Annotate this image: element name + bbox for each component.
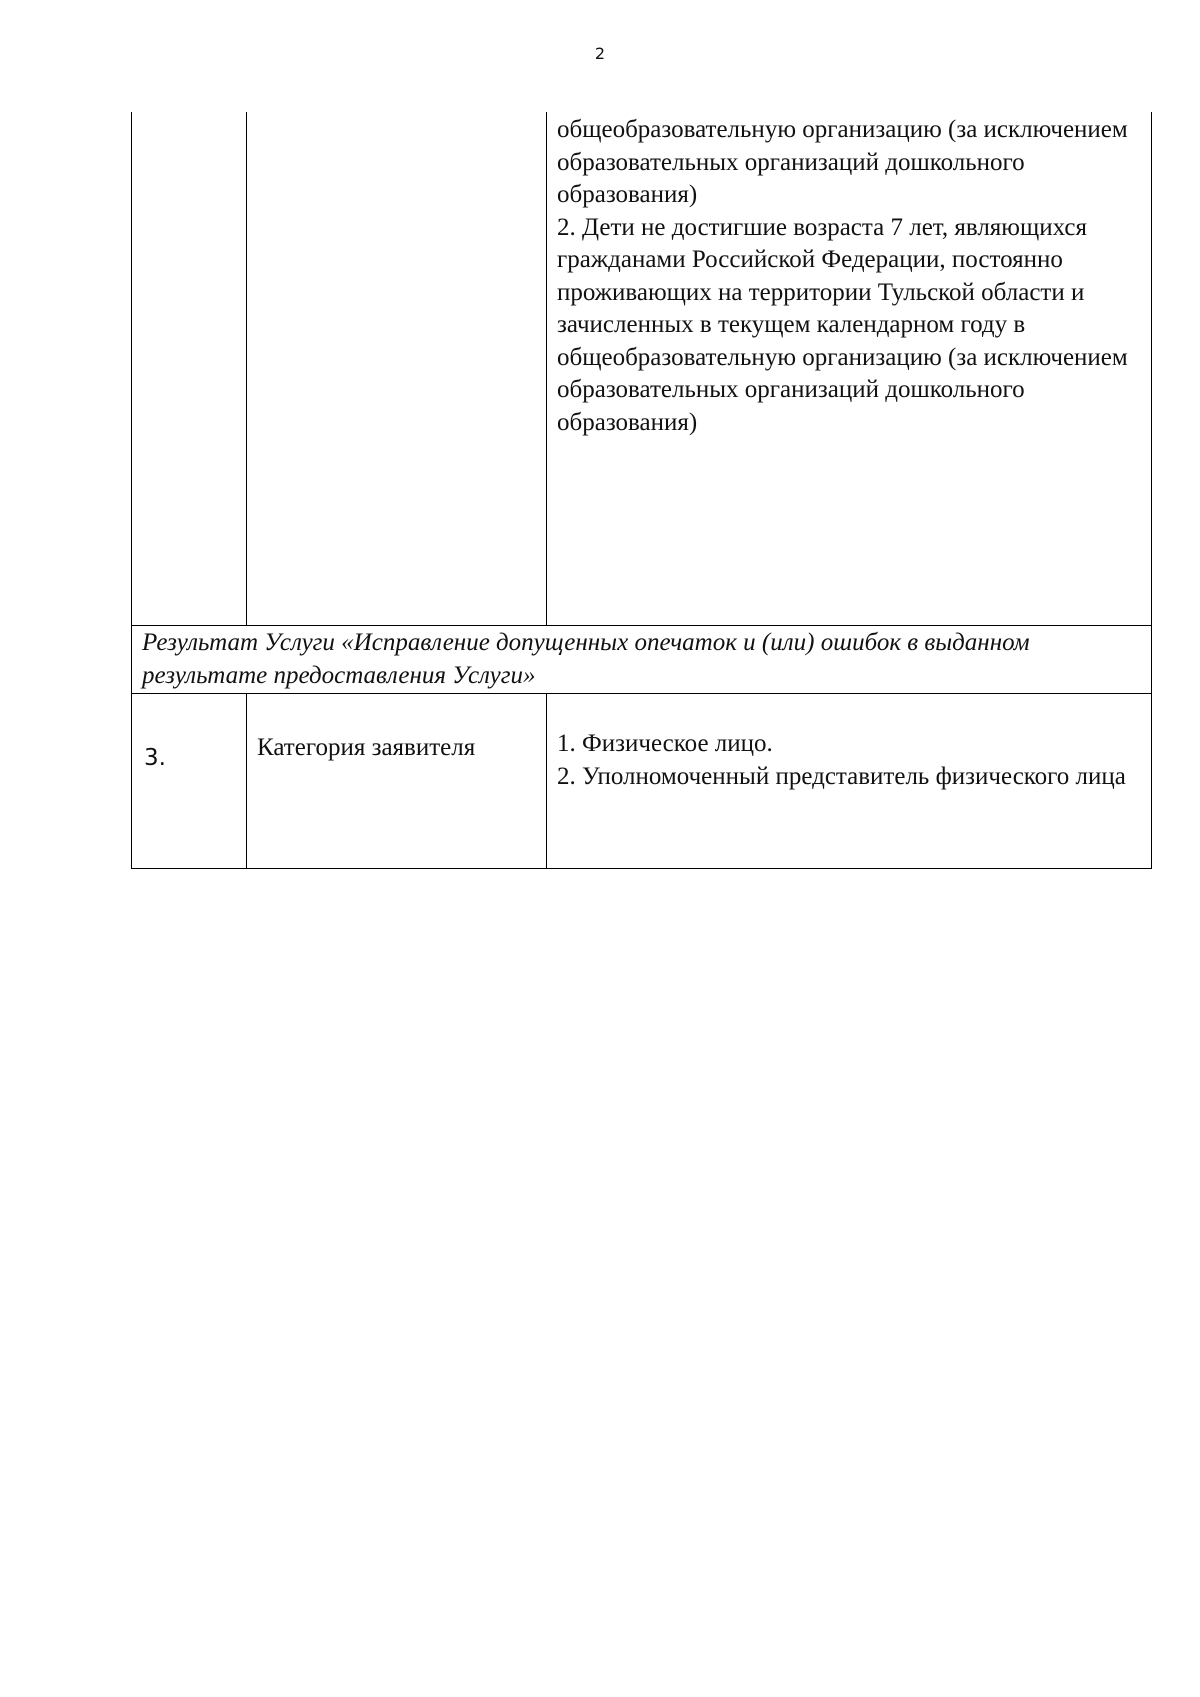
cell-category-empty	[247, 112, 547, 626]
description-line-2: 2. Дети не достигшие возраста 7 лет, являющихся гражданами Российской Федерации, постоянно проживающих на территории Тульской области и зачисленных в текущем календарном году в общеобразовательную организацию (за исключением образовательных организаций дошкольного образования)	[557, 213, 1128, 436]
table-row	[132, 694, 1152, 869]
description-line-1: общеобразовательную организацию (за исключением образовательных организаций дошкольного образования)	[557, 116, 1128, 208]
row-values	[547, 694, 1152, 869]
cell-applicant-description	[547, 112, 1152, 626]
applicant-category-table	[131, 112, 1152, 869]
value-line-1: 1. Физическое лицо.	[557, 730, 773, 757]
row-category: Категория заявителя	[247, 694, 547, 869]
table-row-section-header	[132, 626, 1152, 694]
page-number: 2	[594, 44, 606, 63]
cell-number-empty	[132, 112, 247, 626]
value-line-2: 2. Уполномоченный представитель физического лица	[557, 762, 1126, 790]
row-number: 3.	[132, 694, 247, 869]
section-header-text: Результат Услуги «Исправление допущенных опечаток и (или) ошибок в выданном результате предоставления Услуги»	[132, 626, 1152, 694]
table-row-continued	[132, 112, 1152, 626]
